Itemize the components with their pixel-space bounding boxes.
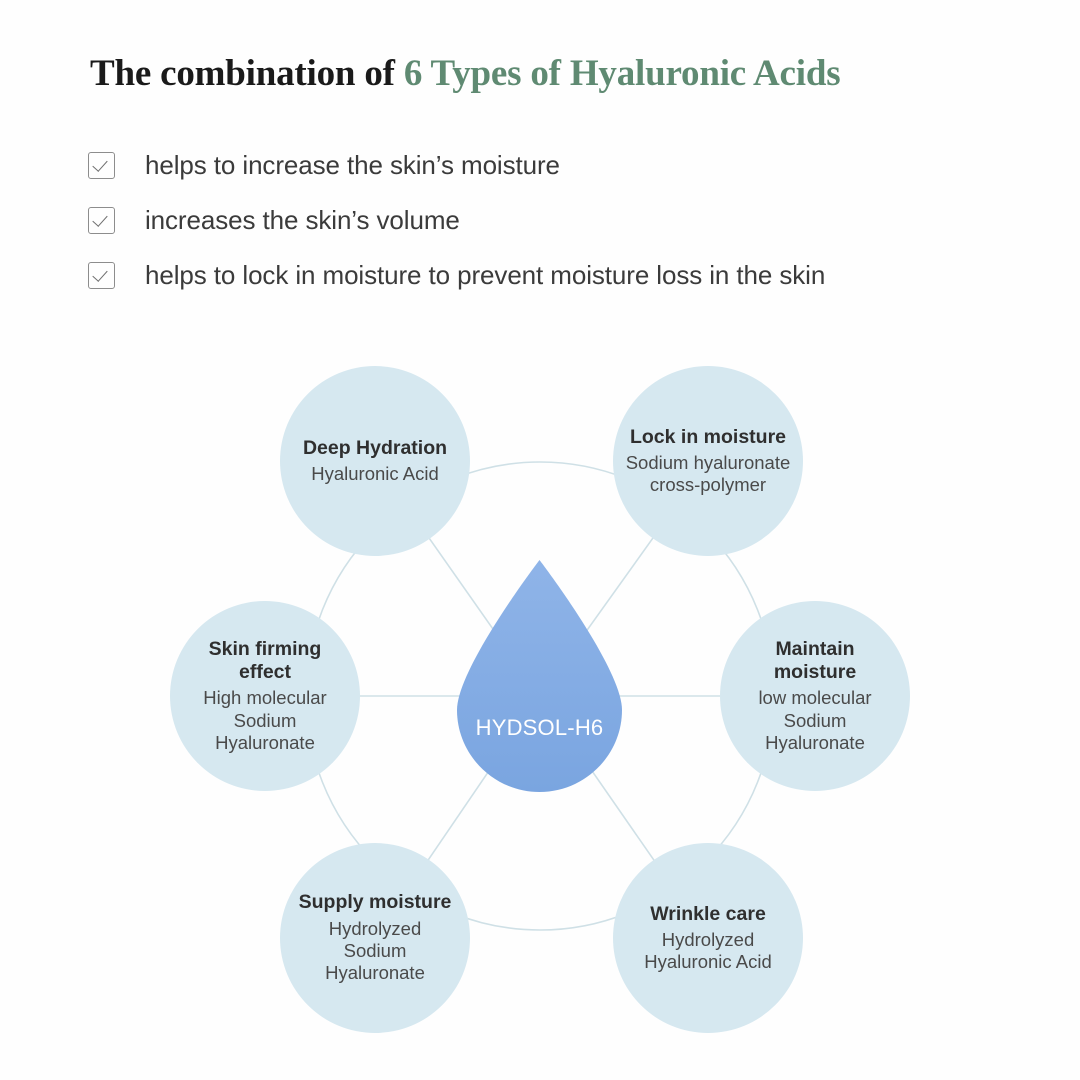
hexagon-diagram [0,330,1080,1080]
node-title: Skin firming effect [208,638,322,683]
page-title-primary: The combination of [90,53,404,94]
list-item-label: helps to lock in moisture to prevent moisture loss in the skin [145,260,826,290]
check-icon [88,262,115,289]
diagram-node-maintain-moisture[interactable] [720,601,910,791]
diagram-node-wrinkle-care[interactable] [613,843,803,1033]
node-subtitle: low molecular Sodium Hyaluronate [758,687,872,753]
benefit-list [88,138,1028,303]
diagram-node-supply-moisture[interactable] [280,843,470,1033]
node-title: Wrinkle care [650,902,766,925]
list-item-label: increases the skin’s volume [145,205,460,235]
check-icon [88,152,115,179]
node-subtitle: Hyaluronic Acid [311,463,439,485]
check-icon [88,207,115,234]
list-item [88,248,1028,303]
page-title [90,52,840,95]
node-subtitle: High molecular Sodium Hyaluronate [203,687,327,753]
diagram-node-lock-in-moisture[interactable] [613,366,803,556]
list-item [88,193,1028,248]
node-subtitle: Hydrolyzed Hyaluronic Acid [644,929,772,973]
center-label: HYDSOL-H6 [475,715,604,740]
page-title-accent: 6 Types of Hyaluronic Acids [403,53,841,94]
list-item-label: helps to increase the skin’s moisture [145,150,560,180]
node-title: Deep Hydration [302,436,448,459]
list-item [88,138,1028,193]
node-title: Lock in moisture [629,425,787,448]
water-drop-icon [457,560,622,792]
node-title: Supply moisture [298,891,452,914]
node-subtitle: Hydrolyzed Sodium Hyaluronate [325,918,425,984]
diagram-node-deep-hydration[interactable] [280,366,470,556]
node-title: Maintain moisture [773,638,857,683]
diagram-node-skin-firming-effect[interactable] [170,601,360,791]
node-subtitle: Sodium hyaluronate cross-polymer [625,452,791,496]
